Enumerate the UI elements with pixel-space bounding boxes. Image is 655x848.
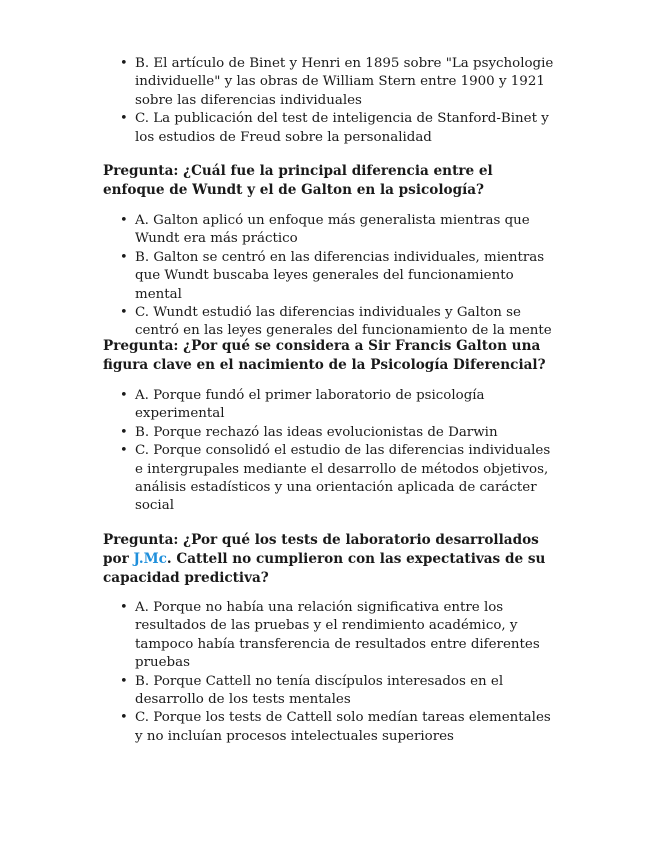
option-item <box>103 304 558 341</box>
bullet: • <box>120 424 128 440</box>
option-text: C. La publicación del test de inteligencia de Stanford-Binet y los estudios de Freud sobre la personalidad <box>135 111 549 145</box>
option-list <box>103 387 558 516</box>
bullet: • <box>120 443 128 459</box>
option-text: C. Porque consolidó el estudio de las diferencias individuales e intergrupales mediante el desarrollo de métodos objetivos, análisis estadísticos y una orientación aplicada de carácter social <box>135 443 551 514</box>
option-text: C. Porque los tests de Cattell solo medían tareas elementales y no incluían procesos intelectuales superiores <box>135 710 551 744</box>
bullet: • <box>120 56 128 71</box>
bullet: • <box>120 673 128 689</box>
option-text: A. Porque no había una relación significativa entre los resultados de las pruebas y el rendimiento académico, y tampoco había transferencia de resultados entre diferentes pruebas <box>135 600 540 671</box>
option-item <box>103 599 558 673</box>
question-3-options <box>103 599 558 746</box>
question-2 <box>103 337 558 375</box>
option-item <box>103 249 558 304</box>
option-text: A. Galton aplicó un enfoque más generalista mientras que Wundt era más práctico <box>135 213 530 247</box>
question-1-options <box>103 212 558 341</box>
question-3 <box>103 531 558 588</box>
option-item <box>103 709 558 746</box>
question-text: Pregunta: ¿Por qué se considera a Sir Francis Galton una figura clave en el nacimiento de la Psicología Diferencial? <box>103 338 546 373</box>
bullet: • <box>120 249 128 265</box>
option-item <box>103 212 558 249</box>
question-1 <box>103 162 558 200</box>
bullet: • <box>120 213 128 228</box>
question-text: Pregunta: ¿Cuál fue la principal diferencia entre el enfoque de Wundt y el de Galton en la psicología? <box>103 163 493 198</box>
bullet: • <box>120 111 128 127</box>
question-text-suffix: . Cattell no cumplieron con las expectativas de su capacidad predictiva? <box>103 551 546 586</box>
option-list <box>103 599 558 746</box>
option-text: B. El artículo de Binet y Henri en 1895 sobre "La psychologie individuelle" y las obras de William Stern entre 1900 y 1921 sobre las diferencias individuales <box>135 56 554 108</box>
option-item <box>103 55 558 110</box>
option-text: C. Wundt estudió las diferencias individuales y Galton se centró en las leyes generales del funcionamiento de la mente <box>135 305 552 339</box>
bullet: • <box>120 710 128 726</box>
option-list <box>103 212 558 341</box>
option-item <box>103 442 558 516</box>
question-text-prefix: Pregunta: ¿Por qué los tests de laboratorio desarrollados por <box>103 532 539 567</box>
option-text: B. Galton se centró en las diferencias individuales, mientras que Wundt buscaba leyes generales del funcionamiento mental <box>135 249 545 302</box>
option-list <box>103 55 558 147</box>
option-text: B. Porque rechazó las ideas evolucionistas de Darwin <box>135 424 498 440</box>
question-2-options <box>103 387 558 516</box>
author-link[interactable]: J.Mc <box>133 551 167 567</box>
option-item <box>103 424 558 442</box>
option-item <box>103 673 558 710</box>
option-item <box>103 387 558 424</box>
continuation-options <box>103 55 558 147</box>
option-text: B. Porque Cattell no tenía discípulos interesados en el desarrollo de los tests mentales <box>135 673 504 708</box>
option-text: A. Porque fundó el primer laboratorio de psicología experimental <box>135 388 485 422</box>
bullet: • <box>120 388 128 403</box>
option-item <box>103 110 558 147</box>
bullet: • <box>120 305 128 321</box>
question-text <box>103 531 558 588</box>
bullet: • <box>120 600 128 615</box>
